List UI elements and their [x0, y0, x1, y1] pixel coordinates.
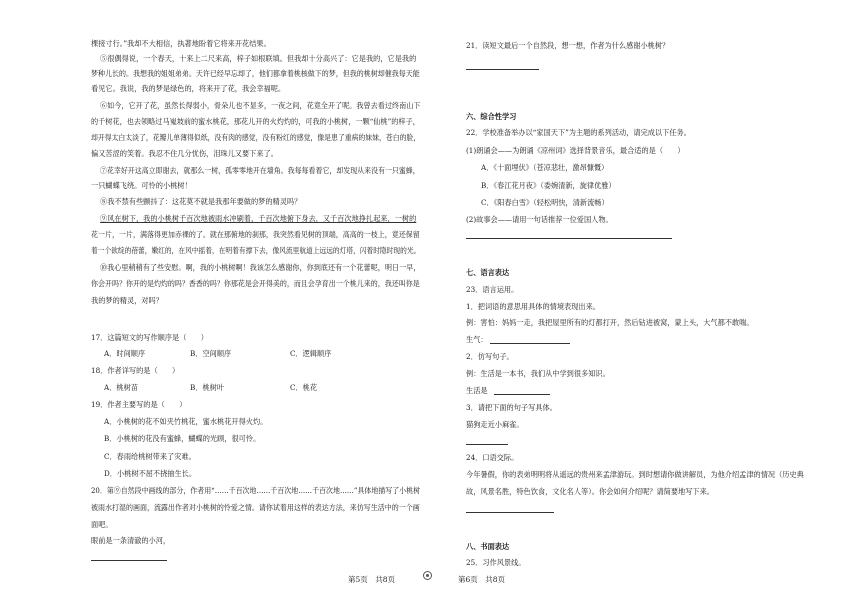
option-19-c[interactable]: C．春雨给桃树带来了灾难。 [104, 452, 196, 461]
option-18-a[interactable]: A．桃树苗 [104, 383, 138, 392]
prompt-life: 生活是 [466, 386, 488, 395]
text-line: 梦种儿长的。我想我的姐姐弟弟。天许已经早忘却了，他们都拿着桃核做下的梦，但我的桃树却催我每天能 [91, 69, 420, 78]
page-number-right: 第6页 共8页 [458, 575, 506, 584]
option-18-b[interactable]: B．桃树叶 [190, 383, 225, 392]
option-18-c[interactable]: C．桃花 [290, 383, 318, 392]
answer-blank-expand[interactable] [466, 444, 508, 445]
text-line: 面吧。 [91, 520, 113, 529]
question-20-prompt: 眼前是一条清澈的小河， [91, 536, 171, 545]
subquestion-23-3: 3．请把下面的句子写具体。 [466, 403, 557, 412]
prompt-angry: 生气： [466, 335, 488, 344]
question-25: 25．习作风景线。 [466, 558, 526, 567]
sentence-to-expand: 猫狗走近小麻雀。 [466, 420, 524, 429]
right-page [430, 0, 860, 608]
option-17-c[interactable]: C．逻辑顺序 [290, 349, 332, 358]
answer-blank-21[interactable] [466, 69, 539, 70]
text-line: 棵接寸行。”我却不大相信，执著地盼着它将来开花结果。 [91, 39, 271, 48]
option-17-b[interactable]: B．空间顺序 [190, 349, 232, 358]
question-23: 23．语言运用。 [466, 285, 519, 294]
underlined-passage-line: ⑨风在树下，我的小桃树千百次地被雨水冲刷着，千百次地俯下身去，又千百次地挣扎起来，一树的 [100, 214, 417, 223]
text-line: ⑤很偶得说，一个春天，十来上二尺来高，梓子如根联填。但我却十分高兴了：它是我的，它是我的 [100, 54, 417, 63]
text-line: ⑥如今，它开了花，虽然长得弱小，骨朵儿也不显多，一夜之间，花竟全开了呢。我曾去看过终南山下 [100, 101, 421, 110]
question-24: 24．口语交际。 [466, 453, 519, 462]
answer-blank-angry[interactable] [490, 343, 570, 344]
question-18: 18．作者详写的是（ ） [91, 366, 180, 375]
text-line: 却开得太白太淡了，花瓣儿单薄得似纸，没有肉的感觉，没有粉红的感觉，像是患了重病的妹妹，苍白的脸， [91, 133, 421, 142]
answer-blank-22-2[interactable] [466, 238, 672, 239]
text-line: ⑩我心里稍稍有了些安慰。啊，我的小桃树啊！我该怎么感谢你，你到底还有一个花蕾呢，明日一早， [100, 263, 421, 272]
option-19-a[interactable]: A．小桃树的花不如夹竹桃花，蜜水桃花开得火灼。 [104, 417, 268, 426]
example-23-1: 例：害怕：妈妈一走，我把屋里所有的灯都打开，然后钻进被窝，蒙上头，大气都不敢喘。 [466, 318, 754, 327]
question-22: 22．学校准备举办以“家国天下”为主题的系列活动，请完成以下任务。 [466, 128, 691, 137]
option-17-a[interactable]: A．时间顺序 [104, 349, 146, 358]
section-heading-6: 六、综合性学习 [466, 112, 517, 121]
question-17: 17．这篇短文的写作顺序是（ ） [91, 333, 208, 342]
answer-blank-life[interactable] [494, 394, 550, 395]
option-22-b[interactable]: B．《春江花月夜》（委婉清新，旋律优雅） [481, 181, 616, 190]
answer-blank-24[interactable] [466, 512, 554, 513]
text-line: ⑦花幸好开这高立即谢去，就那么一树，孤零零地开在墙角。我每每看着它，却发现从来没有一只蜜蜂， [100, 166, 420, 175]
option-22-a[interactable]: A．《十面埋伏》（苍凉悲壮，激昂慷慨） [481, 163, 609, 172]
section-heading-7: 七、语言表达 [466, 268, 510, 277]
text-line: 一只蝴蝶飞绕。可怜的小桃树！ [91, 181, 192, 190]
text-line: 花一片，一片，满落得更加赤裸的了。就在那俯地的刹那，我突然看见树的顶端，高高的一枝上，竟还保留 [91, 230, 420, 239]
option-19-b[interactable]: B．小桃树的花没有蜜蜂，蝴蝶的光顾，很可怜。 [104, 434, 261, 443]
question-22-1: (1)朗诵会——为朗诵《凉州词》选择背景音乐，最合适的是（ ） [466, 146, 685, 155]
question-24-text: 今年暑假，你的表弟明明将从遥远的贵州来孟津游玩。到时想请你做讲解员，为他介绍孟津的情况（历史典 [466, 470, 804, 479]
text-line: 我的梦的精灵，对吗？ [91, 296, 163, 305]
section-heading-8: 八、书面表达 [466, 542, 510, 551]
question-22-2: (2)故事会——请用一句话推荐一位爱国人物。 [466, 215, 613, 224]
question-19: 19．作者主要写的是（ ） [91, 400, 187, 409]
subquestion-23-2: 2．仿写句子。 [466, 352, 514, 361]
subquestion-23-1: 1．把词语的意思用具体的情境表现出来。 [466, 302, 600, 311]
text-line: 看见它。我说，我的梦是绿色的，将来开了花，我会幸福呢。 [91, 84, 286, 93]
text-line: 偏又苦涩的笑着。我忍不住几分忧伤，泪珠儿又要下来了。 [91, 149, 278, 158]
example-23-2: 例：生活是一本书，我们从中学到很多知识。 [466, 369, 610, 378]
question-20: 20．第⑨自然段中画线的部分，作者用“……千百次地……千百次地……千百次地……”具体地描写了小桃树 [91, 486, 421, 495]
option-19-d[interactable]: D．小桃树不屈不挠抽生长。 [104, 469, 197, 478]
text-line: 你会开吗？你开的是灼灼的吗？香香的吗？你那花是会开得美的，而且会孕育出一个桃儿来的，我还叫你是 [91, 279, 420, 288]
page-number-left: 第5页 共8页 [348, 575, 396, 584]
question-21: 21．读短文最后一个自然段，想一想，作者为什么感谢小桃树？ [466, 41, 670, 50]
text-line: 被雨水打湿的画面，流露出作者对小桃树的怜爱之情。请你试着用这样的表达方法，来仿写生活中的一个画 [91, 503, 420, 512]
answer-blank-20[interactable] [91, 560, 167, 561]
question-24-text: 故，风景名胜，特色饮食，文化名人等）。你会如何介绍呢？请简要地写下来。 [466, 487, 714, 496]
option-22-c[interactable]: C．《阳春白雪》（轻松明快，清新流畅） [481, 198, 609, 207]
text-line: 着一个欲绽的蓓蕾，嫩红的，在风中摇着，在明着有撑下去，像风流里航道上远远的灯塔，闪着时隐时现的光。 [91, 246, 421, 255]
text-line: 的千树花，也去领略过马嵬坡前的蜜水桃花，那花儿开的火灼灼的，可我的小桃树，一颗“仙桃”的梓子， [91, 117, 420, 126]
text-line: ⑧我不禁有些颤抖了：这花莫不就是我那年要做的梦的精灵吗？ [100, 197, 302, 206]
